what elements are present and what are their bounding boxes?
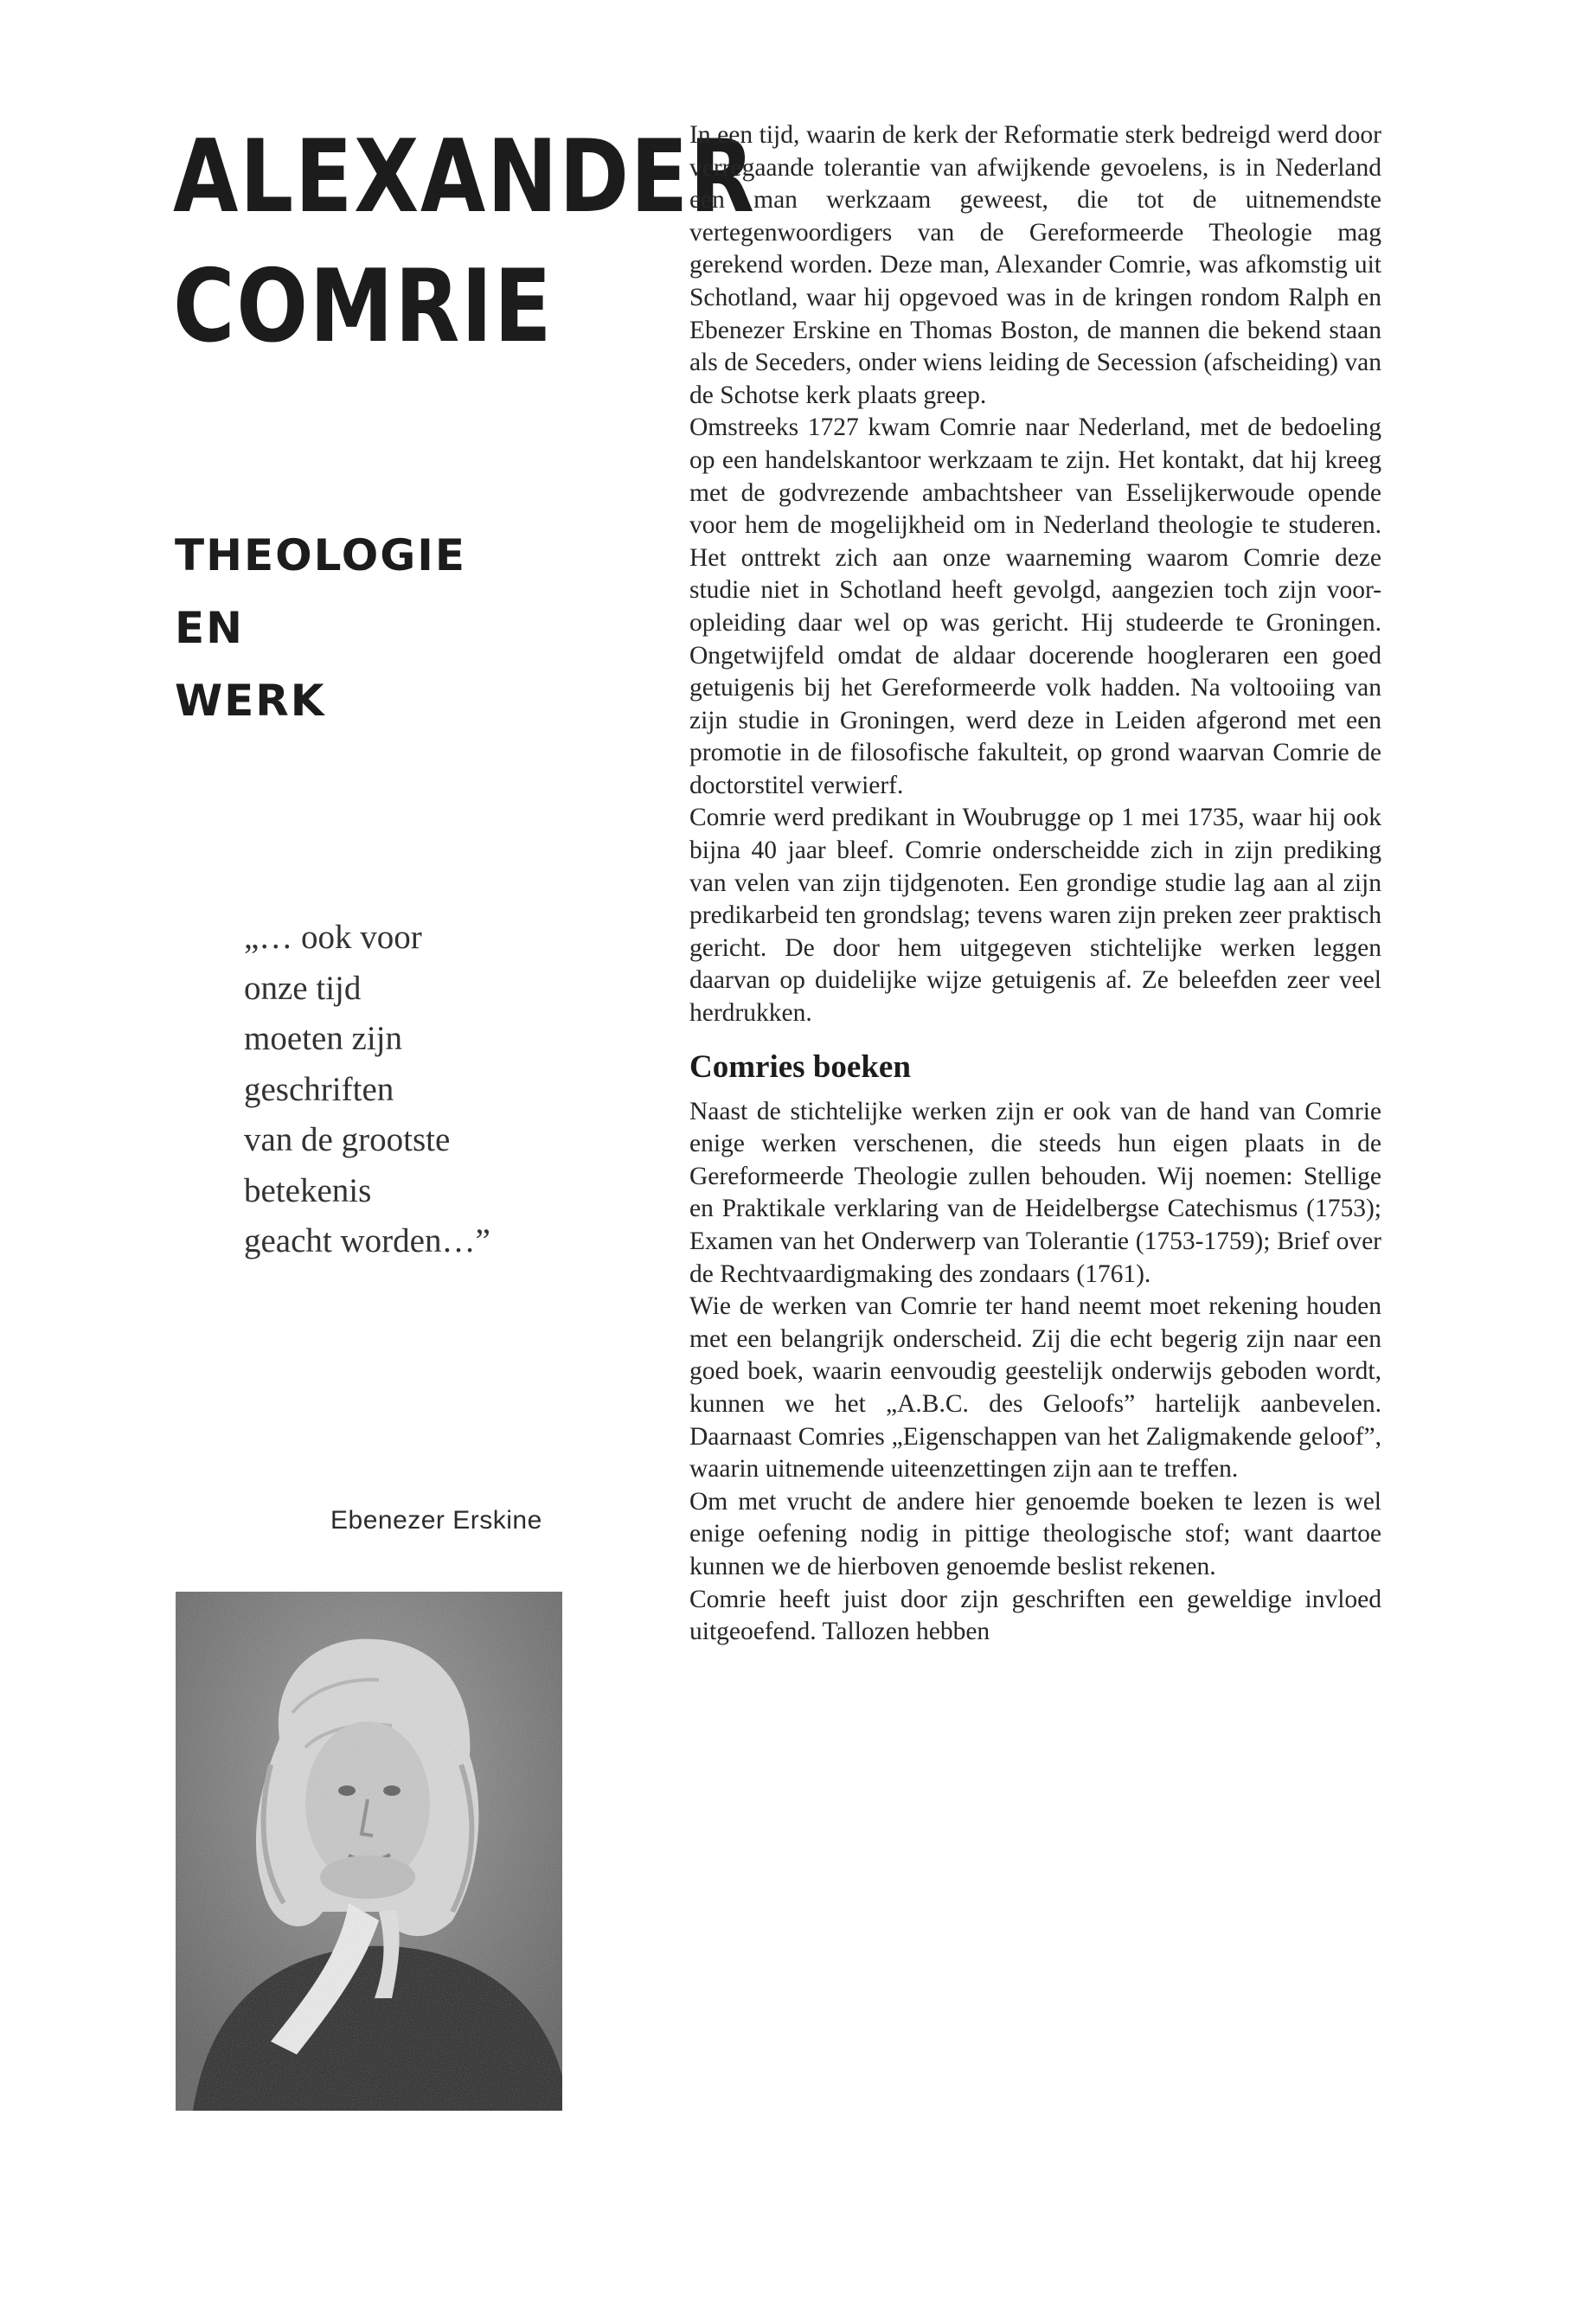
quote-line: geschriften [244,1070,394,1108]
portrait-image [176,1592,562,2111]
quote-line: moeten zijn [244,1020,403,1057]
subtitle-line-3: WERK [175,676,326,726]
paragraph: Omstreeks 1727 kwam Comrie naar Nederland, met de bedoeling op een handelskantoor werkzaam te zijn. Het kontakt, dat hij kreeg met de godvrezende ambachtsheer van Esselijkerwoude opende voor hem de mogelijkheid om in Nederland theologie te studeren. Het onttrekt zich aan onze waarneming waarom Comrie deze studie niet in Schotland heeft gevolgd, aangezien toch zijn voor-opleiding daar wel op was gericht. Hij studeerde te Groningen. Ongetwijfeld omdat de aldaar docerende hoogleraren een goed getuigenis bij het Gereformeerde volk hadden. Na voltooiing van zijn studie in Groningen, werd deze in Leiden afgerond met een promotie in de filosofische fakulteit, op grond waarvan Comrie de doctorstitel verwierf. [689,413,1381,799]
paragraph: Comrie werd predikant in Woubrugge op 1 mei 1735, waar hij ook bijna 40 jaar bleef. Comrie onderscheidde zich in zijn prediking van velen van zijn tijdgenoten. Een grondige studie lag aan al zijn predikarbeid ten grondslag; tevens waren zijn preken zeer praktisch gericht. De door hem uitgegeven stichtelijke werken leggen daarvan op duidelijke wijze getuigenis af. Ze beleefden zeer veel herdrukken. [689,804,1381,1028]
title-line-1: ALEXANDER [173,119,756,235]
paragraph: Wie de werken van Comrie ter hand neemt moet rekening houden met een belangrijk onderscheid. Zij die echt begerig zijn naar een goed boek, waarin eenvoudig geestelijk onderwijs geboden wordt, kunnen we het „A.B.C. des Geloofs” hartelijk aanbevelen. Daarnaast Comries „Eigenschappen van het Zaligmakende geloof”, waarin uitnemende uiteenzettingen zijn aan te treffen. [689,1292,1381,1484]
article-body [689,119,1381,1649]
quote-line: onze tijd [244,969,362,1007]
portrait-illustration [176,1592,562,2111]
quote-line: geacht worden…” [244,1222,490,1259]
article-title [173,112,756,372]
paragraph: Om met vrucht de andere hier genoemde boeken te lezen is wel enige oefening nodig in pittige theologische stof; want daartoe kunnen we de hierboven genoemde beslist rekenen. [689,1487,1381,1580]
subtitle-line-1: THEOLOGIE [175,530,466,580]
paragraph: In een tijd, waarin de kerk der Reformatie sterk bedreigd werd door verregaande tolerantie van afwijkende gevoelens, is in Nederland een man werkzaam geweest, die tot de uitnemendste vertegenwoordigers van de Gereformeerde Theologie mag gerekend worden. Deze man, Alexander Comrie, was afkomstig uit Schotland, waar hij opgevoed was in de kringen rondom Ralph en Ebenezer Erskine en Thomas Boston, de mannen die bekend staan als de Seceders, onder wiens leiding de Secession (afscheiding) van de Schotse kerk plaats greep. [689,121,1381,409]
quote-line: „… ook voor [244,919,422,956]
quote-line: betekenis [244,1171,372,1209]
paragraph: Naast de stichtelijke werken zijn er ook van de hand van Comrie enige werken verschenen, die steeds hun eigen plaats in de Gereformeerde Theologie zullen behouden. Wij noemen: Stellige en Praktikale verklaring van de Heidelbergse Catechismus (1753); Examen van het Onderwerp van Tolerantie (1753-1759); Brief over de Rechtvaardigmaking des zondaars (1761). [689,1097,1381,1288]
section-heading: Comries boeken [689,1048,911,1085]
article-subtitle [175,519,466,737]
subtitle-line-2: EN [175,603,245,653]
quote-line: van de grootste [244,1121,451,1158]
portrait-caption: Ebenezer Erskine [330,1506,542,1535]
title-line-2: COMRIE [173,248,554,365]
paragraph: Comrie heeft juist door zijn geschriften een geweldige invloed uitgeoefend. Tallozen hebben [689,1585,1381,1646]
pull-quote [244,913,573,1267]
